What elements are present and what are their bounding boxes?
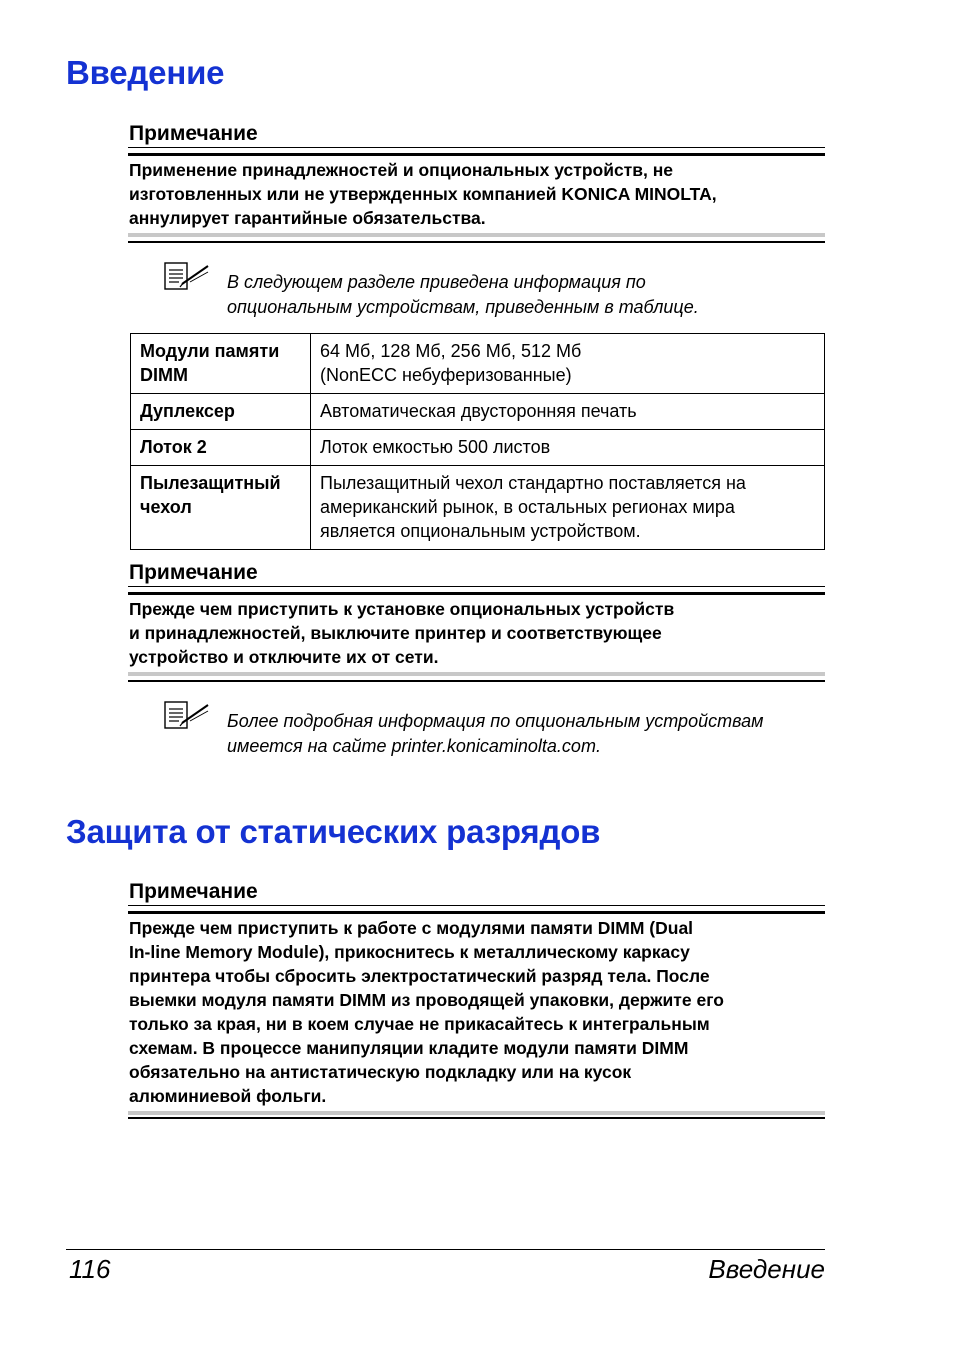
table-cell-description: Пылезащитный чехол стандартно поставляется на американский рынок, в остальных регионах мира является опциональным устройством.: [311, 466, 825, 550]
note-rule-bottom-thin: [128, 680, 825, 682]
table-cell-option: Пылезащитный чехол: [131, 466, 311, 550]
section-title-introduction: Введение: [66, 54, 225, 91]
options-table: [130, 333, 825, 550]
note-rule-top-thin: [128, 905, 825, 906]
note-rule-bottom-gray: [128, 672, 825, 676]
note-text: Прежде чем приступить к работе с модулями памяти DIMM (Dual In-line Memory Module), прикоснитесь к металлическому каркасу принтера чтобы сбросить электростатический разряд тела. После выемки модуля памяти DIMM из проводящей упаковки, держите его только за края, ни в коем случае не прикасайтесь к интегральным схемам. В процессе манипуляции кладите модули памяти DIMM обязательно на антистатическую подкладку или на кусок алюминиевой фольги.: [129, 918, 724, 1106]
note-text: Прежде чем приступить к установке опциональных устройств и принадлежностей, выключите принтер и соответствующее устройство и отключите их от сети.: [129, 599, 675, 667]
note-rule-top-thin: [128, 586, 825, 587]
table-cell-description: Автоматическая двусторонняя печать: [311, 394, 825, 430]
note-rule-top-thick: [128, 911, 825, 914]
memo-options-info: [164, 262, 824, 322]
note-pencil-icon: [164, 701, 212, 731]
note-rule-bottom-thin: [128, 241, 825, 243]
table-cell-description: Лоток емкостью 500 листов: [311, 430, 825, 466]
table-cell-option: Лоток 2: [131, 430, 311, 466]
table-cell-description: 64 Мб, 128 Мб, 256 Мб, 512 Мб (NonECC небуферизованные): [311, 334, 825, 394]
table-row: [131, 394, 825, 430]
note-label: Примечание: [129, 880, 258, 903]
memo-website-info: [164, 701, 844, 761]
note-pencil-icon: [164, 262, 212, 292]
note-rule-top-thick: [128, 592, 825, 595]
memo-text: Более подробная информация по опциональным устройствам имеется на сайте printer.konicaminolta.com.: [227, 711, 764, 756]
table-row: [131, 466, 825, 550]
table-row: [131, 334, 825, 394]
note-rule-top-thick: [128, 153, 825, 156]
note-label: Примечание: [129, 122, 258, 145]
note-text: Применение принадлежностей и опциональных устройств, не изготовленных или не утвержденных компанией KONICA MINOLTA, аннулирует гарантийные обязательства.: [129, 160, 717, 228]
note-static-discharge: [128, 880, 825, 1120]
table-cell-option: Дуплексер: [131, 394, 311, 430]
table-cell-option: Модули памяти DIMM: [131, 334, 311, 394]
note-rule-bottom-gray: [128, 1111, 825, 1115]
memo-text: В следующем разделе приведена информация по опциональным устройствам, приведенным в таблице.: [227, 272, 699, 317]
note-power-off: [128, 561, 825, 683]
note-warranty: [128, 122, 825, 244]
footer-section-name: Введение: [708, 1254, 825, 1284]
note-rule-bottom-gray: [128, 233, 825, 237]
note-rule-top-thin: [128, 147, 825, 148]
footer-rule: [66, 1249, 825, 1250]
note-label: Примечание: [129, 561, 258, 584]
table-row: [131, 430, 825, 466]
note-rule-bottom-thin: [128, 1117, 825, 1119]
section-title-static-protection: Защита от статических разрядов: [66, 813, 601, 850]
page-number: 116: [69, 1254, 111, 1284]
